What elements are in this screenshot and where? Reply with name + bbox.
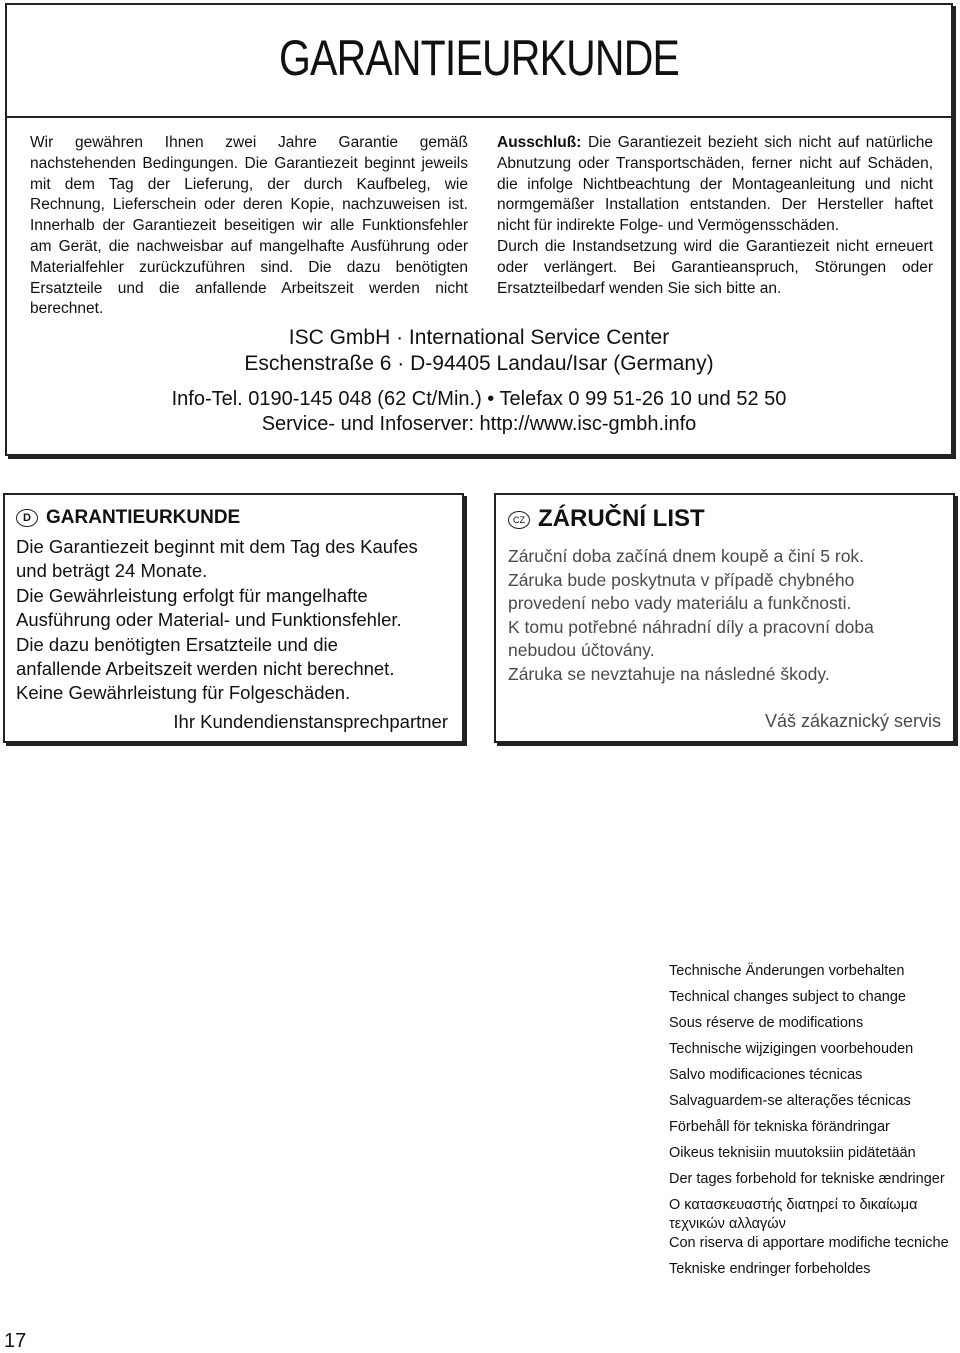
german-signature: Ihr Kundendienstansprechpartner [173, 711, 448, 732]
disclaimer-da: Der tages forbehold for tekniske ændringer [669, 1171, 945, 1187]
service-server: Service- und Infoserver: http://www.isc-gmbh.info [261, 413, 697, 435]
country-badge-de: D [16, 509, 38, 527]
text-line: Die Garantiezeit beginnt mit dem Tag des Kaufes [16, 536, 418, 557]
disclaimer-fi: Oikeus teknisiin muutoksiin pidätetään [669, 1145, 916, 1161]
disclaimer-no: Tekniske endringer forbeholdes [669, 1261, 871, 1277]
page-number: 17 [4, 1330, 27, 1352]
renewal-text: Durch die Instandsetzung wird die Garantiezeit nicht erneuert oder verlängert. Bei Garantieanspruch, Störungen oder Ersatzteilbedarf wenden Sie sich bitte an. [497, 237, 933, 297]
exclusion-paragraph [497, 133, 933, 299]
czech-warranty-box [494, 493, 955, 743]
company-address: Eschenstraße 6 · D-94405 Landau/Isar (Germany) [244, 352, 714, 375]
warranty-terms-paragraph: Wir gewähren Ihnen zwei Jahre Garantie gemäß nachstehenden Bedingungen. Die Garantiezeit beginnt jeweils mit dem Tag der Lieferung, der durch Kaufbeleg, wie Rechnung, Lieferschein oder deren Kopie, nachzuweisen ist. Innerhalb der Garantiezeit beseitigen wir alle Funktionsfehler am Gerät, die nachweisbar auf mangelhafte Ausführung oder Materialfehler zurückzuführen sind. Die dazu benötigten Ersatzteile und die anfallende Arbeitszeit werden nicht berechnet. [30, 134, 468, 318]
disclaimer-el-line-2: τεχνικών αλλαγών [669, 1216, 786, 1232]
company-name: ISC GmbH · International Service Center [288, 326, 670, 349]
text-line: Záruka se nevztahuje na následné škody. [508, 663, 830, 684]
text-line: nebudou účtovány. [508, 640, 655, 661]
text-line: provedení nebo vady materiálu a funkčnosti. [508, 593, 852, 614]
german-warranty-box [3, 493, 464, 743]
text-line: Ausführung oder Material- und Funktionsfehler. [16, 609, 402, 631]
disclaimer-pt: Salvaguardem-se alterações técnicas [669, 1093, 911, 1109]
disclaimer-nl: Technische wijzigingen voorbehouden [669, 1041, 914, 1057]
german-warranty-text [16, 535, 456, 706]
czech-signature: Váš zákaznický servis [764, 711, 941, 731]
text-line: Die Gewährleistung erfolgt für mangelhafte [16, 584, 368, 606]
german-warranty-header [16, 507, 240, 529]
text-line: Die dazu benötigten Ersatzteile und die [16, 633, 338, 655]
disclaimer-it: Con riserva di apportare modifiche tecniche [669, 1235, 949, 1251]
disclaimer-en: Technical changes subject to change [669, 989, 906, 1005]
exclusion-label: Ausschluß: [497, 134, 582, 151]
text-line: Keine Gewährleistung für Folgeschäden. [16, 682, 351, 704]
text-line: Záruka bude poskytnuta v případě chybného [508, 569, 855, 590]
title-bar [7, 5, 951, 118]
disclaimer-el-line-1: Ο κατασκευαστής διατηρεί το δικαίωμα [669, 1197, 918, 1213]
czech-warranty-title: ZÁRUČNÍ LIST [538, 505, 705, 532]
page-title: GARANTIEURKUNDE [278, 30, 680, 86]
text-line: anfallende Arbeitszeit werden nicht berechnet. [16, 658, 395, 680]
company-address-block [7, 325, 951, 377]
phone-fax: Info-Tel. 0190-145 048 (62 Ct/Min.) • Telefax 0 99 51-26 10 und 52 50 [171, 388, 787, 410]
exclusion-text: Die Garantiezeit bezieht sich nicht auf natürliche Abnutzung oder Transportschäden, ferner nicht auf Schäden, die infolge Nichtbeachtung der Montageanleitung und nicht normgemäßer Installation entstanden. Der Hersteller haftet nicht für indirekte Folge- und Vermögensschäden. [497, 134, 933, 235]
text-line: K tomu potřebné náhradní díly a pracovní doba [508, 616, 874, 637]
german-warranty-title: GARANTIEURKUNDE [46, 507, 241, 528]
technical-changes-list [669, 963, 949, 1278]
text-line: und beträgt 24 Monate. [16, 560, 208, 582]
country-badge-cz: CZ [508, 511, 530, 529]
disclaimer-sv: Förbehåll för tekniska förändringar [669, 1119, 890, 1135]
czech-warranty-text [508, 545, 948, 687]
czech-warranty-header [508, 505, 705, 533]
text-line: Záruční doba začíná dnem koupě a činí 5 rok. [508, 546, 865, 566]
disclaimer-fr: Sous réserve de modifications [669, 1015, 864, 1031]
disclaimer-de: Technische Änderungen vorbehalten [669, 963, 905, 979]
warranty-certificate-box [5, 3, 953, 456]
disclaimer-es: Salvo modificaciones técnicas [669, 1067, 863, 1083]
contact-info-block [7, 387, 951, 437]
